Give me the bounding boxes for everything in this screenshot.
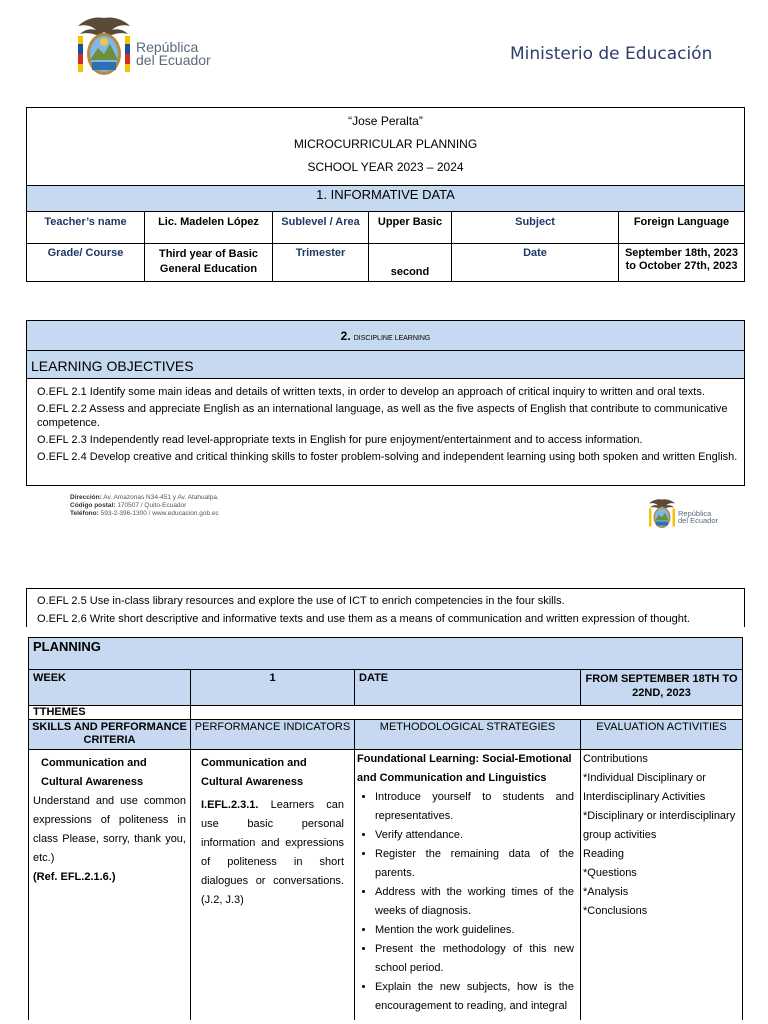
- indicator-title: Communication and Cultural Awareness: [201, 757, 307, 788]
- ministry-name: Ministerio de Educación: [510, 44, 713, 64]
- skills-cell: [29, 750, 191, 1020]
- strategy-item: • Explain the new subjects, how is the encouragement to reading, and integral: [375, 978, 574, 1016]
- evaluation-item: *Conclusions: [583, 905, 648, 917]
- col-skills-header: SKILLS AND PERFORMANCE CRITERIA: [29, 720, 191, 750]
- grade-label: Grade/ Course: [27, 244, 145, 282]
- date-value-planning: FROM SEPTEMBER 18TH TO 22ND, 2023: [581, 670, 743, 706]
- teacher-label: Teacher’s name: [27, 212, 145, 244]
- strategies-list: [357, 788, 574, 1016]
- trimester-value: second: [369, 244, 452, 282]
- date-label-planning: DATE: [355, 670, 581, 706]
- objective-item: O.EFL 2.6 Write short descriptive and informative texts and use them as a means of communication and written expression of thought.: [37, 613, 690, 625]
- section-2-number: 2.: [340, 328, 351, 343]
- week-label: WEEK: [29, 670, 191, 706]
- skills-text: Understand and use common expressions of politeness in class Please, sorry, thank you, etc.): [33, 795, 186, 864]
- footer-logo-line-2: del Ecuador: [678, 516, 719, 525]
- col-evaluation-header: EVALUATION ACTIVITIES: [581, 720, 743, 750]
- subject-value: Foreign Language: [619, 212, 745, 244]
- logo-line-1: República: [136, 39, 199, 55]
- evaluation-item: *Questions: [583, 867, 637, 879]
- footer-coat-of-arms-icon: [647, 497, 677, 531]
- phone-text: 593-2-396-1300 / www.educacion.gob.ec: [100, 510, 219, 517]
- col-indicators-header: PERFORMANCE INDICATORS: [191, 720, 355, 750]
- week-value: 1: [191, 670, 355, 706]
- planning-heading: PLANNING: [29, 638, 743, 670]
- objectives-continued-table: [26, 588, 745, 627]
- strategy-item: • Present the methodology of this new school period.: [375, 940, 574, 978]
- objective-item: O.EFL 2.4 Develop creative and critical thinking skills to foster problem-solving and independent learning using both spoken and written English.: [37, 451, 738, 463]
- themes-label: TTHEMES: [29, 706, 191, 720]
- strategies-title: Foundational Learning: Social-Emotional and Communication and Linguistics: [357, 753, 572, 784]
- evaluation-item: *Disciplinary or interdisciplinary group activities: [583, 810, 736, 841]
- postal-text: 170507 / Quito-Ecuador: [117, 502, 187, 509]
- planning-table: [28, 637, 743, 1020]
- date-label: Date: [452, 244, 619, 282]
- strategy-item: • Verify attendance.: [375, 826, 574, 845]
- indicator-code: I.EFL.2.3.1.: [201, 799, 259, 811]
- objective-item: O.EFL 2.1 Identify some main ideas and details of written texts, in order to develop an approach of critical inquiry to written and oral texts.: [37, 386, 705, 398]
- grade-value: Third year of Basic General Education: [145, 244, 273, 282]
- ecuador-coat-of-arms-icon: [74, 14, 134, 80]
- trimester-label: Trimester: [273, 244, 369, 282]
- evaluation-cell: [581, 750, 743, 1020]
- plan-title: MICROCURRICULAR PLANNING: [293, 137, 478, 151]
- subject-label: Subject: [452, 212, 619, 244]
- themes-value: [191, 706, 743, 720]
- objectives-list: [27, 379, 745, 486]
- objective-item: O.EFL 2.5 Use in-class library resources and explore the use of ICT to enrich competencies in the four skills.: [37, 595, 565, 607]
- strategies-cell: [355, 750, 581, 1020]
- phone-label: Teléfono:: [70, 510, 99, 517]
- discipline-table: [26, 320, 745, 486]
- objective-item: O.EFL 2.3 Independently read level-appropriate texts in English for pure enjoyment/entertainment and to access information.: [37, 434, 643, 446]
- section-2-title: DISCIPLINE LEARNING: [353, 334, 431, 342]
- evaluation-item: *Individual Disciplinary or Interdisciplinary Activities: [583, 772, 706, 803]
- school-year: SCHOOL YEAR 2023 – 2024: [307, 160, 464, 174]
- sublevel-value: Upper Basic: [369, 212, 452, 244]
- address-text: Av. Amazonas N34-451 y Av. Atahualpa.: [103, 494, 219, 501]
- strategy-item: • Address with the working times of the weeks of diagnosis.: [375, 883, 574, 921]
- footer-logo-line-1: República: [678, 509, 712, 518]
- teacher-value: Lic. Madelen López: [145, 212, 273, 244]
- indicator-text: Learners can use basic personal information and expressions of politeness in short dialogues or conversations. (J.2, J.3): [201, 799, 344, 906]
- objective-item: O.EFL 2.2 Assess and appreciate English as an international language, as well as the five aspects of English that contribute to communicative competence.: [37, 403, 728, 429]
- evaluation-item: Reading: [583, 848, 624, 860]
- section-1-heading: 1. INFORMATIVE DATA: [27, 186, 745, 212]
- title-cell: [27, 108, 745, 186]
- objectives-heading: LEARNING OBJECTIVES: [27, 351, 745, 379]
- strategy-item: • Register the remaining data of the parents.: [375, 845, 574, 883]
- indicators-cell: [191, 750, 355, 1020]
- logo-line-2: del Ecuador: [136, 52, 211, 68]
- school-name: “Jose Peralta”: [348, 114, 423, 128]
- sublevel-label: Sublevel / Area: [273, 212, 369, 244]
- address-label: Dirección:: [70, 494, 102, 501]
- date-value: September 18th, 2023 to October 27th, 2023: [619, 244, 745, 282]
- strategy-item: • Mention the work guidelines.: [375, 921, 574, 940]
- informative-table: [26, 107, 745, 282]
- strategy-item: • Introduce yourself to students and representatives.: [375, 788, 574, 826]
- skills-reference: (Ref. EFL.2.1.6.): [33, 871, 116, 883]
- objectives-continued-list: [27, 589, 745, 628]
- page-footer: [70, 494, 219, 518]
- skills-title: Communication and Cultural Awareness: [41, 757, 147, 788]
- section-2-heading: [27, 321, 745, 351]
- evaluation-item: *Analysis: [583, 886, 629, 898]
- postal-label: Código postal:: [70, 502, 116, 509]
- col-strategies-header: METHODOLOGICAL STRATEGIES: [355, 720, 581, 750]
- evaluation-item: Contributions: [583, 753, 648, 765]
